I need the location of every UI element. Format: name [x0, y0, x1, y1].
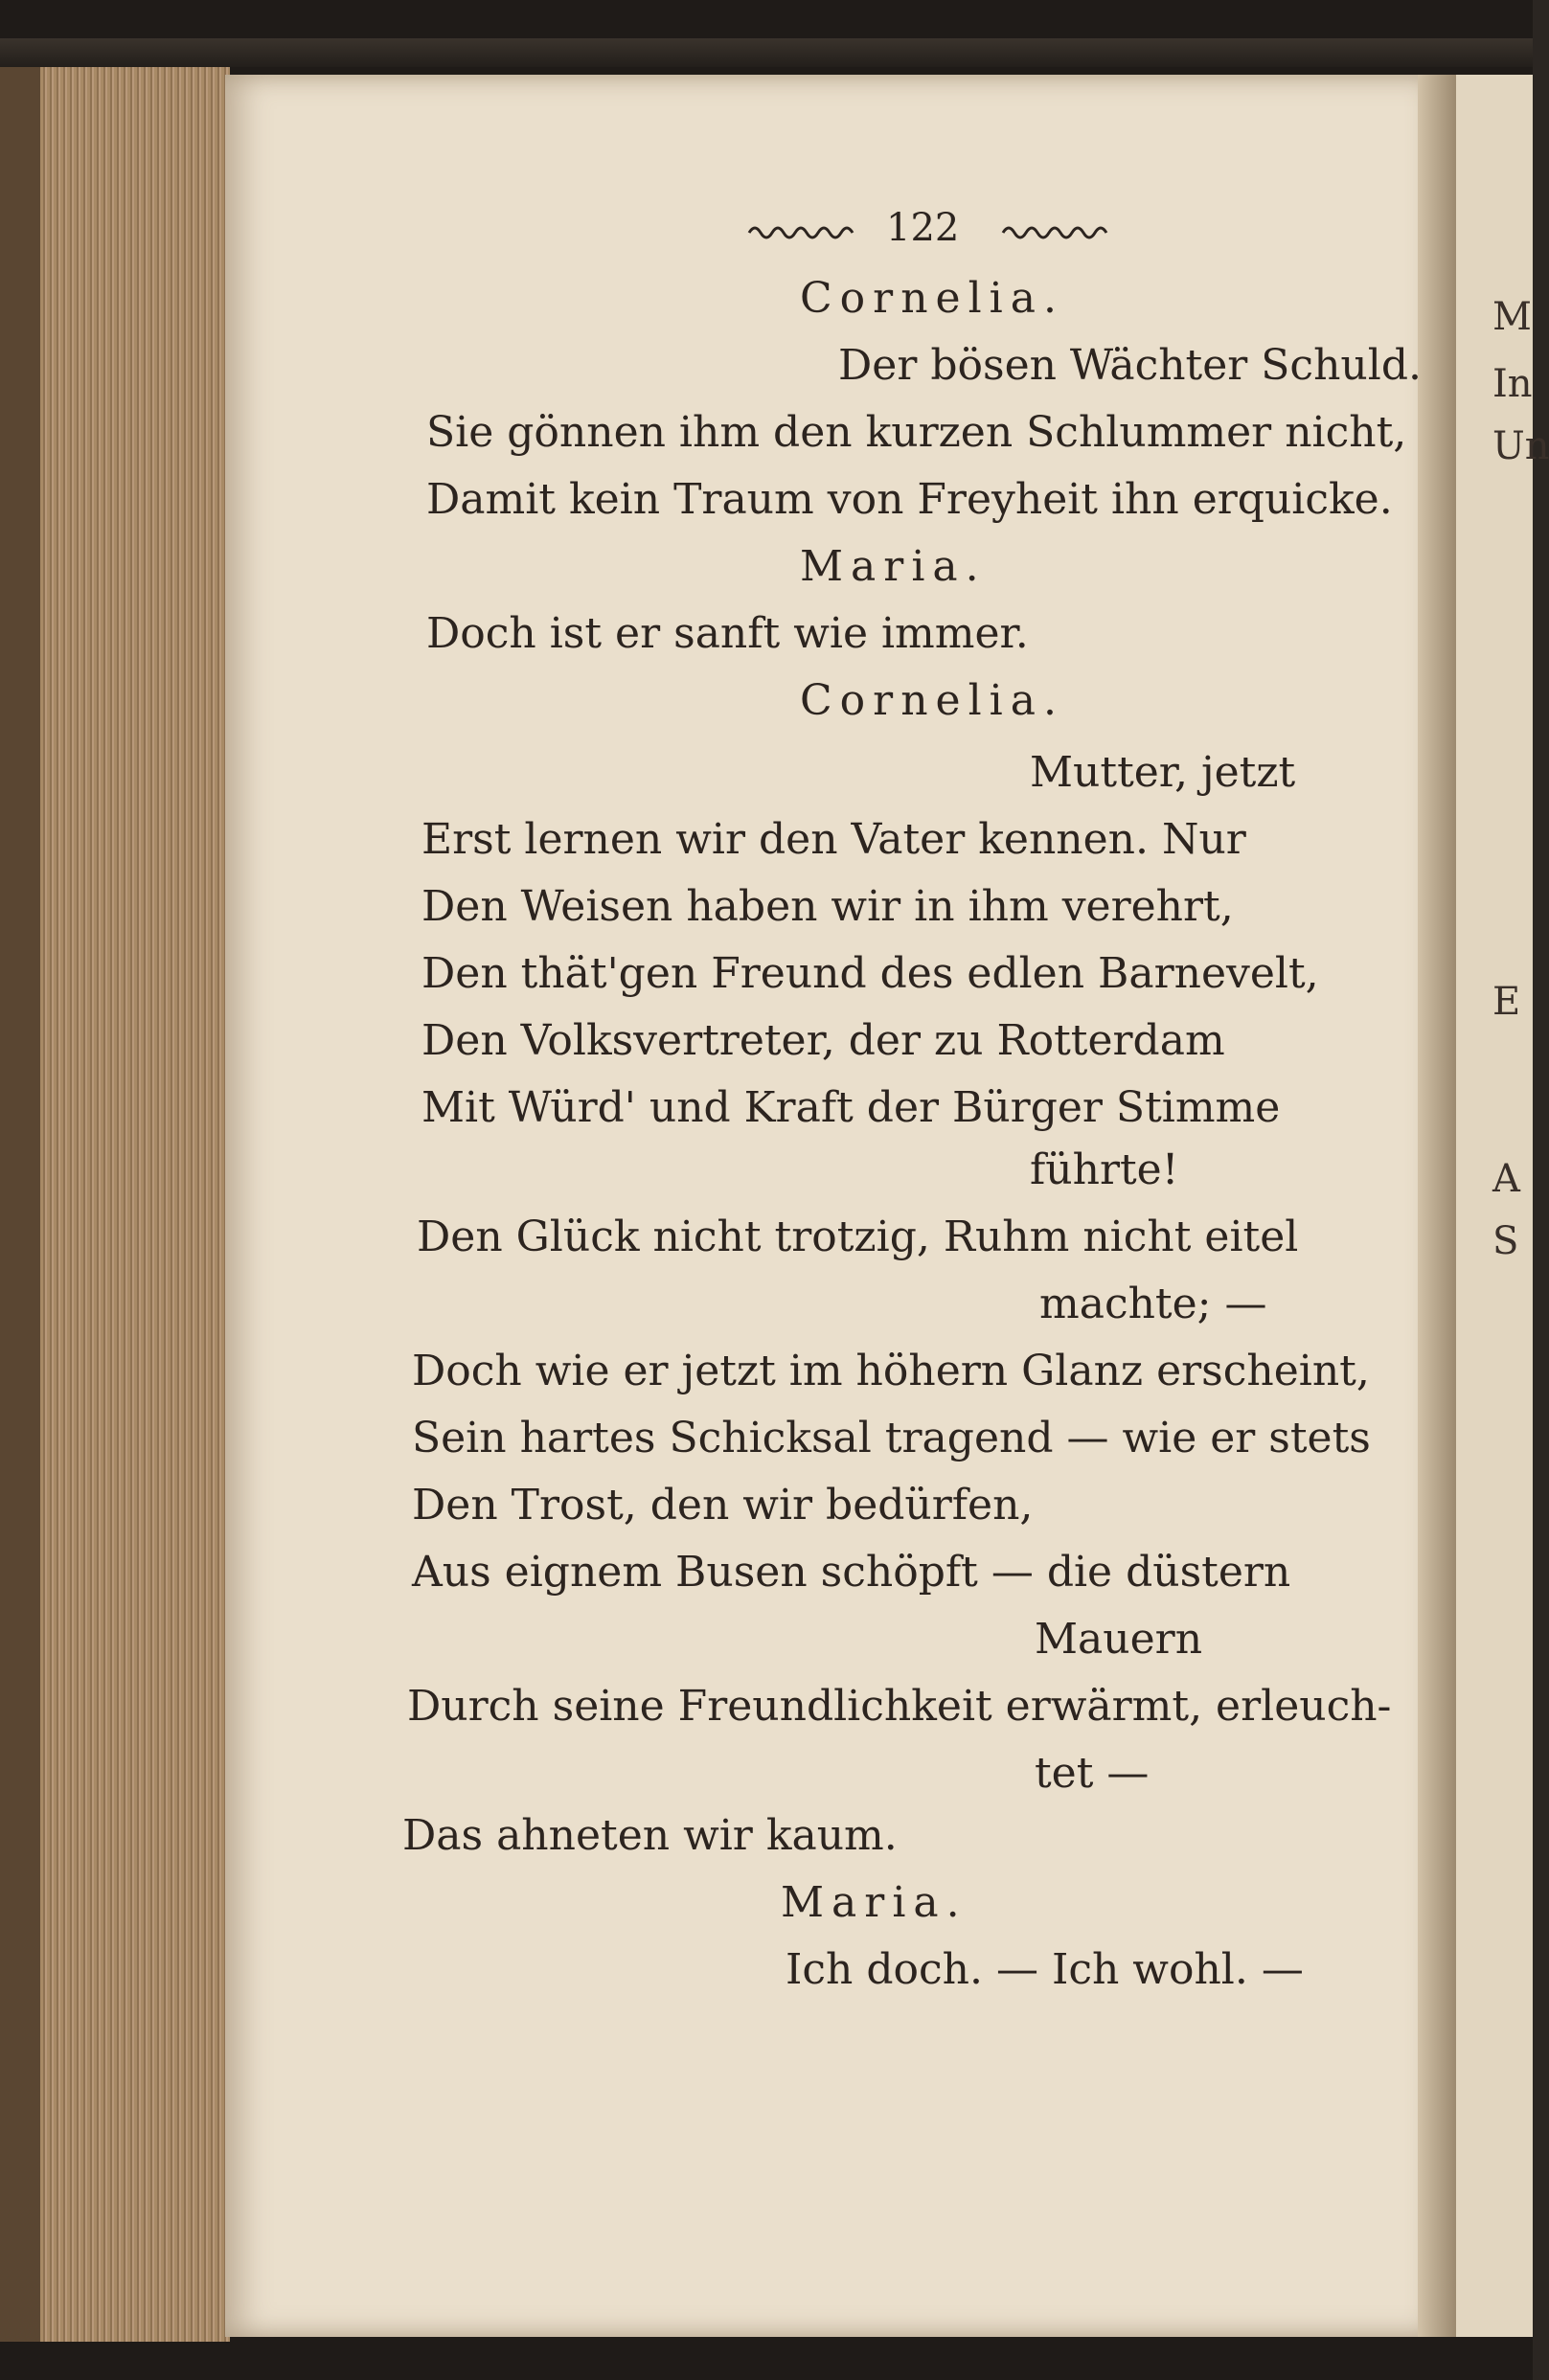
verse-line-13: machte; — — [1039, 1280, 1267, 1328]
verse-line-18: Mauern — [1035, 1615, 1203, 1664]
book-top-edge — [0, 38, 1533, 67]
verse-line-10: Mit Würd' und Kraft der Bürger Stimme — [421, 1083, 1281, 1132]
page-header — [747, 206, 1111, 254]
next-page-fragment-3: Un — [1492, 424, 1549, 468]
speaker-cornelia-2: Cornelia. — [800, 676, 1064, 725]
verse-line-16: Den Trost, den wir bedürfen, — [412, 1481, 1034, 1530]
verse-line-9: Den Volksvertreter, der zu Rotterdam — [421, 1016, 1225, 1065]
verse-line-11: führte! — [1030, 1145, 1179, 1194]
next-page-fragment-5: A — [1492, 1157, 1520, 1201]
book-cover-edge — [0, 67, 40, 2342]
ornament-left-icon — [747, 221, 853, 240]
verse-line-20: tet — — [1035, 1749, 1150, 1798]
verse-line-17: Aus eignem Busen schöpft — die düstern — [412, 1548, 1291, 1597]
verse-line-3: Damit kein Traum von Freyheit ihn erquicke. — [426, 475, 1393, 524]
verse-line-12: Den Glück nicht trotzig, Ruhm nicht eitel — [417, 1213, 1299, 1261]
verse-line-2: Sie gönnen ihm den kurzen Schlummer nicht, — [426, 408, 1407, 457]
verse-line-6: Erst lernen wir den Vater kennen. Nur — [421, 815, 1246, 864]
verse-line-14: Doch wie er jetzt im höhern Glanz erscheint, — [412, 1347, 1370, 1395]
next-page-fragment-1: M — [1492, 295, 1532, 339]
next-page-fragment — [1456, 75, 1549, 2337]
page-number: 122 — [886, 206, 960, 250]
verse-line-4: Doch ist er sanft wie immer. — [426, 609, 1029, 658]
next-page-fragment-6: S — [1492, 1219, 1519, 1263]
verse-line-8: Den thät'gen Freund des edlen Barnevelt, — [421, 949, 1319, 998]
verse-line-15: Sein hartes Schicksal tragend — wie er stets — [412, 1414, 1371, 1462]
next-page-fragment-2: In — [1492, 362, 1533, 406]
ornament-right-icon — [1001, 221, 1106, 240]
speaker-maria-2: Maria. — [781, 1878, 968, 1927]
next-page-fragment-4: E — [1492, 980, 1521, 1024]
page-gutter — [1418, 75, 1456, 2337]
verse-line-21: Das ahneten wir kaum. — [402, 1811, 898, 1860]
speaker-maria-1: Maria. — [800, 542, 987, 591]
speaker-cornelia-1: Cornelia. — [800, 274, 1064, 323]
verse-line-5: Mutter, jetzt — [1030, 748, 1296, 797]
verse-line-19: Durch seine Freundlichkeit erwärmt, erleuch- — [407, 1682, 1392, 1731]
verse-line-22: Ich doch. — Ich wohl. — — [786, 1945, 1304, 1994]
verse-line-1: Der bösen Wächter Schuld. — [838, 341, 1422, 390]
verse-line-7: Den Weisen haben wir in ihm verehrt, — [421, 882, 1234, 931]
